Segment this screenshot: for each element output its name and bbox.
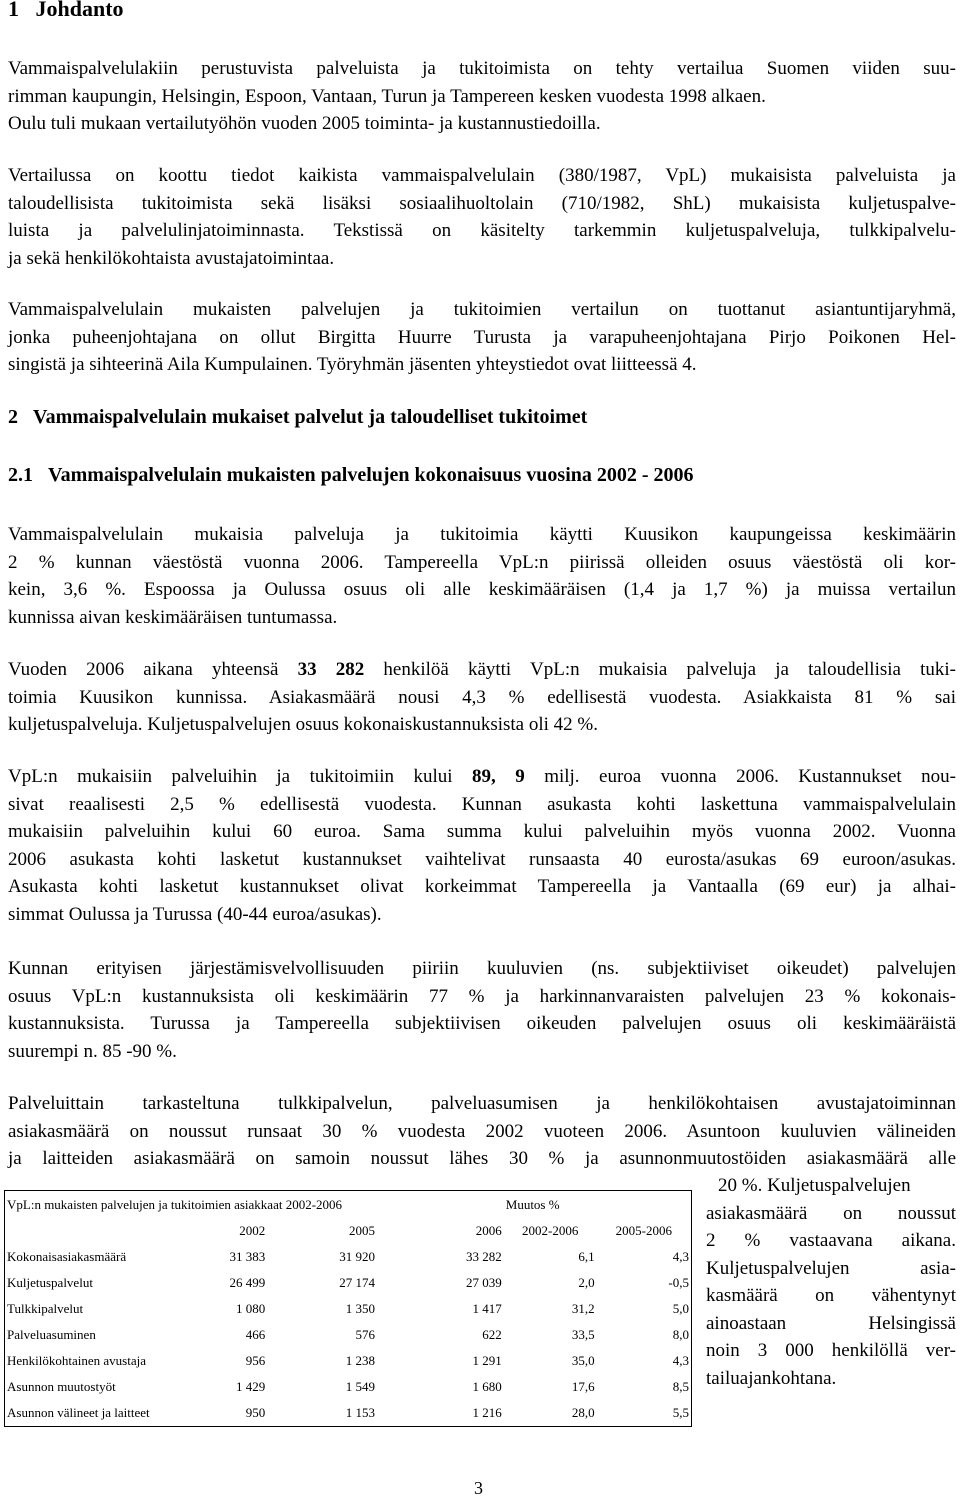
text-line: toimia Kuusikon kunnissa. Asiakasmäärä nousi 4,3 % edellisestä vuodesta. Asiakkaista 81 % sai [8, 686, 956, 708]
table-cell: 17,6 [571, 1379, 595, 1394]
text-line: asiakasmäärä on noussut runsaat 30 % vuodesta 2002 vuoteen 2006. Asuntoon kuuluvien välineiden [8, 1120, 956, 1142]
table-cell: 466 [245, 1327, 266, 1342]
text-line: 2 % vastaavana aikana. [706, 1230, 956, 1251]
text-line: taloudellisista tukitoimista sekä lisäksi sosiaalihuoltolain (710/1982, ShL) mukaisista kuljetuspalve- [8, 192, 956, 214]
table-cell: 5,5 [597, 1400, 692, 1427]
paragraph-obligation [8, 955, 956, 1065]
text-line: sivat reaalisesti 2,5 % edellisestä vuodesta. Kunnan asukasta kohti laskettuna vammaispalvelulain [8, 793, 956, 815]
table-cell: 950 [180, 1400, 267, 1427]
section-1-heading [8, 0, 124, 22]
text-line: suurempi n. 85 -90 %. [8, 1040, 177, 1062]
table-cell: 27 039 [466, 1275, 502, 1290]
text-line: 2006 asukasta kohti lasketut kustannukset vaihtelivat runsaasta 40 eurosta/asukas 69 euroon/asukas. [8, 848, 956, 870]
text-line: kunnissa aivan keskimääräisen tuntumassa. [8, 606, 338, 628]
row-label: Palveluasuminen [5, 1322, 181, 1348]
section-2-1-heading [8, 464, 694, 487]
table-cell: 1 080 [236, 1301, 266, 1316]
bold-total-clients: 33 282 [297, 659, 365, 680]
change-header: Muutos % [504, 1191, 692, 1219]
text-line: ainoastaan Helsingissä [706, 1312, 956, 1334]
table-cell: 4,3 [597, 1348, 692, 1374]
intro-paragraph-1 [8, 55, 956, 138]
text-line: Vammaispalvelulakiin perustuvista palveluista ja tukitoimista on tehty vertailua Suomen viiden suu- [8, 58, 956, 79]
row-label: Henkilökohtainen avustaja [5, 1348, 181, 1374]
table-cell: 1 291 [472, 1353, 502, 1368]
table-cell: 1 350 [345, 1301, 376, 1316]
text-line: rimman kaupungin, Helsingin, Espoon, Vantaan, Turun ja Tampereen kesken vuodesta 1998 alkaen. [8, 85, 766, 107]
section-title: Johdanto [35, 0, 124, 21]
text-line: Vertailussa on koottu tiedot kaikista vammaispalvelulain (380/1987, VpL) mukaisista palveluista ja [8, 165, 956, 186]
intro-paragraph-2 [8, 162, 956, 272]
table-header-row [5, 1218, 692, 1244]
row-label: Tulkkipalvelut [5, 1296, 181, 1322]
table-row [5, 1296, 692, 1322]
section-2-heading [8, 406, 587, 429]
paragraph-services [8, 1090, 956, 1173]
text-line: simmat Oulussa ja Turussa (40-44 euroa/asukas). [8, 903, 382, 925]
row-label: Kuljetuspalvelut [5, 1270, 181, 1296]
table-title-row [5, 1191, 692, 1219]
text-run: VpL:n mukaisiin palveluihin ja tukitoimiin kului [8, 766, 473, 787]
table-cell: 33 282 [466, 1249, 502, 1264]
text-line: 20 %. Kuljetuspalvelujen [718, 1175, 911, 1196]
table-cell: 956 [245, 1353, 266, 1368]
section-number: 1 [8, 0, 19, 21]
column-header: 2002 [239, 1223, 266, 1238]
text-line [8, 656, 956, 684]
text-line: kustannuksista. Turussa ja Tampereella subjektiivisen oikeuden palvelujen osuus oli keskimääräistä [8, 1013, 956, 1034]
text-line: osuus VpL:n kustannuksista oli keskimäärin 77 % ja harkinnanvaraisten palvelujen 23 % kokonais- [8, 985, 956, 1007]
text-line: Asukasta kohti lasketut kustannukset olivat korkeimmat Tampereella ja Vantaalla (69 eur) ja alhai- [8, 876, 956, 897]
table-cell: 5,0 [597, 1296, 692, 1322]
text-line: mukaisiin palveluihin kului 60 euroa. Sama summa kului palveluihin myös vuonna 2002. Vuonna [8, 821, 956, 842]
table-cell: 4,3 [597, 1244, 692, 1270]
table-cell: 27 174 [339, 1275, 376, 1290]
table-cell: 31,2 [571, 1301, 595, 1316]
clients-table [4, 1190, 692, 1427]
table-row [5, 1400, 692, 1427]
text-line: Kunnan erityisen järjestämisvelvollisuuden piiriin kuuluvien (ns. subjektiiviset oikeudet) palvelujen [8, 958, 956, 979]
column-header: 2002-2006 [522, 1223, 579, 1238]
table-cell: 1 153 [267, 1400, 377, 1427]
header-cell-empty [5, 1218, 181, 1244]
text-line [8, 763, 956, 791]
text-run: Vuoden 2006 aikana yhteensä [8, 659, 298, 680]
table-cell: 35,0 [571, 1353, 595, 1368]
table-cell: -0,5 [597, 1270, 692, 1296]
table-cell: 2,0 [578, 1275, 595, 1290]
section-title: Vammaispalvelulain mukaisten palvelujen kokonaisuus vuosina 2002 - 2006 [48, 464, 694, 486]
table-row [5, 1374, 692, 1400]
sidebar-text [706, 1172, 956, 1392]
table-row [5, 1348, 692, 1374]
section-number: 2 [8, 406, 18, 428]
table-cell: 28,0 [504, 1400, 597, 1427]
column-header: 2005 [349, 1223, 376, 1238]
row-label: Asunnon välineet ja laitteet [5, 1400, 181, 1427]
section-number: 2.1 [8, 464, 33, 486]
paragraph-usage [8, 521, 956, 631]
table-cell: 1 238 [345, 1353, 376, 1368]
text-line: kasmäärä on vähentynyt [706, 1285, 956, 1306]
table-cell: 576 [355, 1327, 376, 1342]
table-cell: 8,5 [597, 1374, 692, 1400]
table-cell: 8,0 [597, 1322, 692, 1348]
table-cell: 33,5 [571, 1327, 595, 1342]
text-line: kein, 3,6 %. Espoossa ja Oulussa osuus oli alle keskimääräisen (1,4 ja 1,7 %) ja muissa vertailun [8, 579, 956, 600]
text-run: henkilöä käytti VpL:n mukaisia palveluja ja taloudellisia tuki- [364, 659, 956, 680]
table-cell: 1 216 [377, 1400, 504, 1427]
table-cell: 622 [482, 1327, 502, 1342]
table-row [5, 1244, 692, 1270]
text-line: tailuajankohtana. [706, 1367, 837, 1389]
text-line: ja laitteiden asiakasmäärä on samoin noussut lähes 30 % ja asunnonmuutostöiden asiakasmäärä alle [8, 1148, 956, 1169]
text-line: kuljetuspalveluja. Kuljetuspalvelujen osuus kokonaiskustannuksista oli 42 %. [8, 714, 598, 735]
text-line: jonka puheenjohtajana on ollut Birgitta Huurre Turusta ja varapuheenjohtajana Pirjo Poikonen Hel- [8, 326, 956, 348]
section-title: Vammaispalvelulain mukaiset palvelut ja taloudelliset tukitoimet [33, 406, 588, 428]
column-header: 2005-2006 [597, 1218, 692, 1244]
text-line: noin 3 000 henkilöllä ver- [706, 1340, 956, 1361]
table-cell: 26 499 [229, 1275, 266, 1290]
text-line: ja sekä henkilökohtaista avustajatoimintaa. [8, 247, 335, 269]
table-cell: 1 429 [236, 1379, 266, 1394]
paragraph-clients [8, 656, 956, 739]
table-title: VpL:n mukaisten palvelujen ja tukitoimien asiakkaat 2002-2006 [5, 1191, 504, 1219]
text-line: asiakasmäärä on noussut [706, 1202, 956, 1224]
text-line: Kuljetuspalvelujen asia- [706, 1257, 956, 1279]
text-line: luista ja palvelulinjatoiminnasta. Tekstissä on käsitelty tarkemmin kuljetuspalveluja, tulkkipalvelu- [8, 220, 956, 241]
row-label: Asunnon muutostyöt [5, 1374, 181, 1400]
text-line: Vammaispalvelulain mukaisten palvelujen ja tukitoimien vertailun on tuottanut asiantuntijaryhmä, [8, 299, 956, 320]
table-cell: 31 383 [229, 1249, 266, 1264]
table-row [5, 1270, 692, 1296]
table-cell: 31 920 [339, 1249, 376, 1264]
table-cell: 1 680 [472, 1379, 502, 1394]
row-label: Kokonaisasiakasmäärä [5, 1244, 181, 1270]
text-line: Oulu tuli mukaan vertailutyöhön vuoden 2005 toiminta- ja kustannustiedoilla. [8, 113, 601, 134]
text-run: milj. euroa vuonna 2006. Kustannukset nou- [524, 766, 956, 787]
table-row [5, 1322, 692, 1348]
table-cell: 6,1 [578, 1249, 595, 1264]
text-line: singistä ja sihteerinä Aila Kumpulainen. Työryhmän jäsenten yhteystiedot ovat liitteessä 4. [8, 354, 697, 375]
column-header: 2006 [475, 1223, 502, 1238]
paragraph-costs [8, 763, 956, 928]
table-cell: 1 417 [472, 1301, 502, 1316]
text-line: Vammaispalvelulain mukaisia palveluja ja tukitoimia käytti Kuusikon kaupungeissa keskimäärin [8, 524, 956, 545]
bold-total-cost: 89, 9 [472, 766, 525, 787]
page-number: 3 [474, 1478, 483, 1498]
table-cell: 1 549 [345, 1379, 376, 1394]
text-line: 2 % kunnan väestöstä vuonna 2006. Tampereella VpL:n piirissä olleiden osuus väestöstä oli kor- [8, 551, 956, 573]
intro-paragraph-3 [8, 296, 956, 379]
text-line: Palveluittain tarkasteltuna tulkkipalvelun, palveluasumisen ja henkilökohtaisen avustajatoiminnan [8, 1093, 956, 1114]
